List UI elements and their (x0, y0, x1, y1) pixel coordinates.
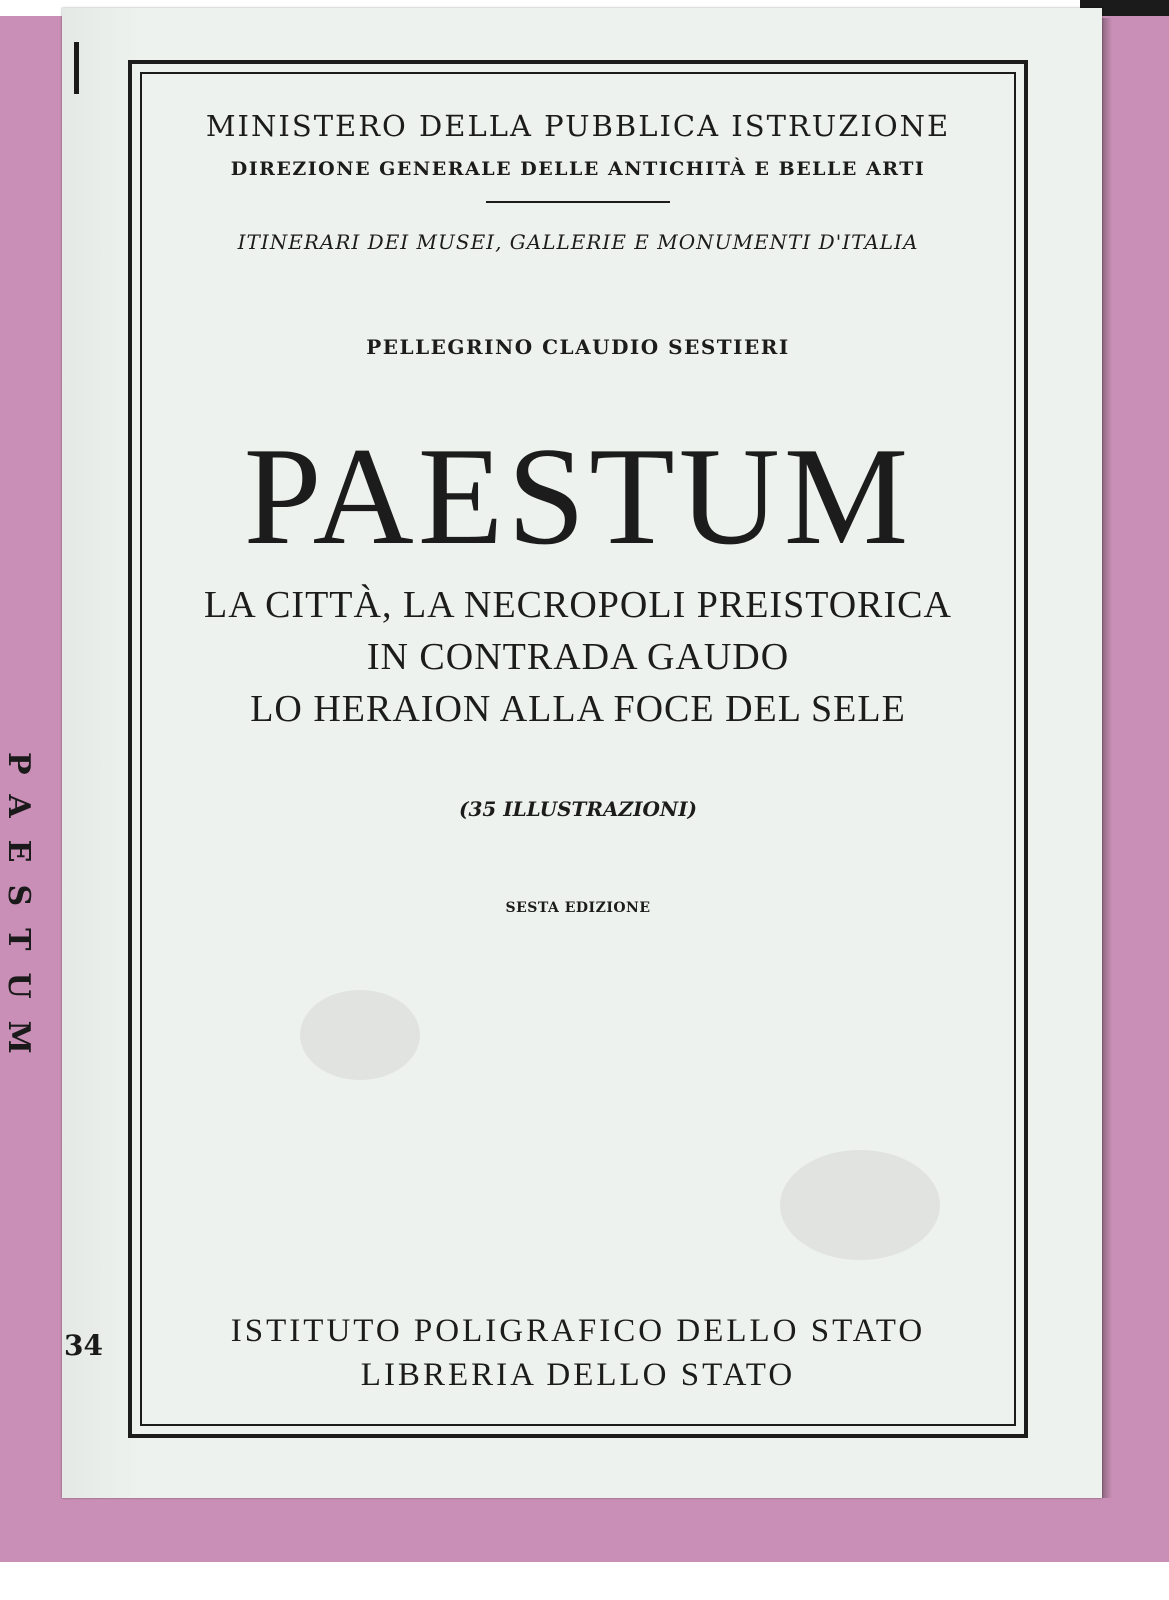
spine-number: 34 (64, 1329, 103, 1362)
subtitle-line: IN CONTRADA GAUDO (366, 636, 790, 678)
cover-content (142, 74, 1014, 1424)
publisher-line: ISTITUTO POLIGRAFICO DELLO STATO (230, 1313, 926, 1349)
direction-heading: DIREZIONE GENERALE DELLE ANTICHITÀ E BELLE ARTI (230, 158, 926, 180)
subtitle-line: LO HERAION ALLA FOCE DEL SELE (250, 688, 906, 730)
author-name: PELLEGRINO CLAUDIO SESTIERI (366, 335, 790, 359)
illustrations-note: (35 ILLUSTRAZIONI) (458, 797, 698, 821)
divider-rule (486, 201, 670, 203)
publisher-line: LIBRERIA DELLO STATO (360, 1357, 796, 1393)
subtitle-line: LA CITTÀ, LA NECROPOLI PREISTORICA (204, 584, 952, 626)
book-title: PAESTUM (243, 419, 913, 574)
spine-mark (74, 42, 79, 94)
backdrop-bottom (0, 1562, 1169, 1600)
ministry-heading: MINISTERO DELLA PUBBLICA ISTRUZIONE (205, 109, 951, 143)
spine-title: PAESTUM (1, 752, 36, 1076)
series-title: ITINERARI DEI MUSEI, GALLERIE E MONUMENTI D'ITALIA (237, 230, 919, 254)
edition-label: SESTA EDIZIONE (505, 900, 651, 916)
